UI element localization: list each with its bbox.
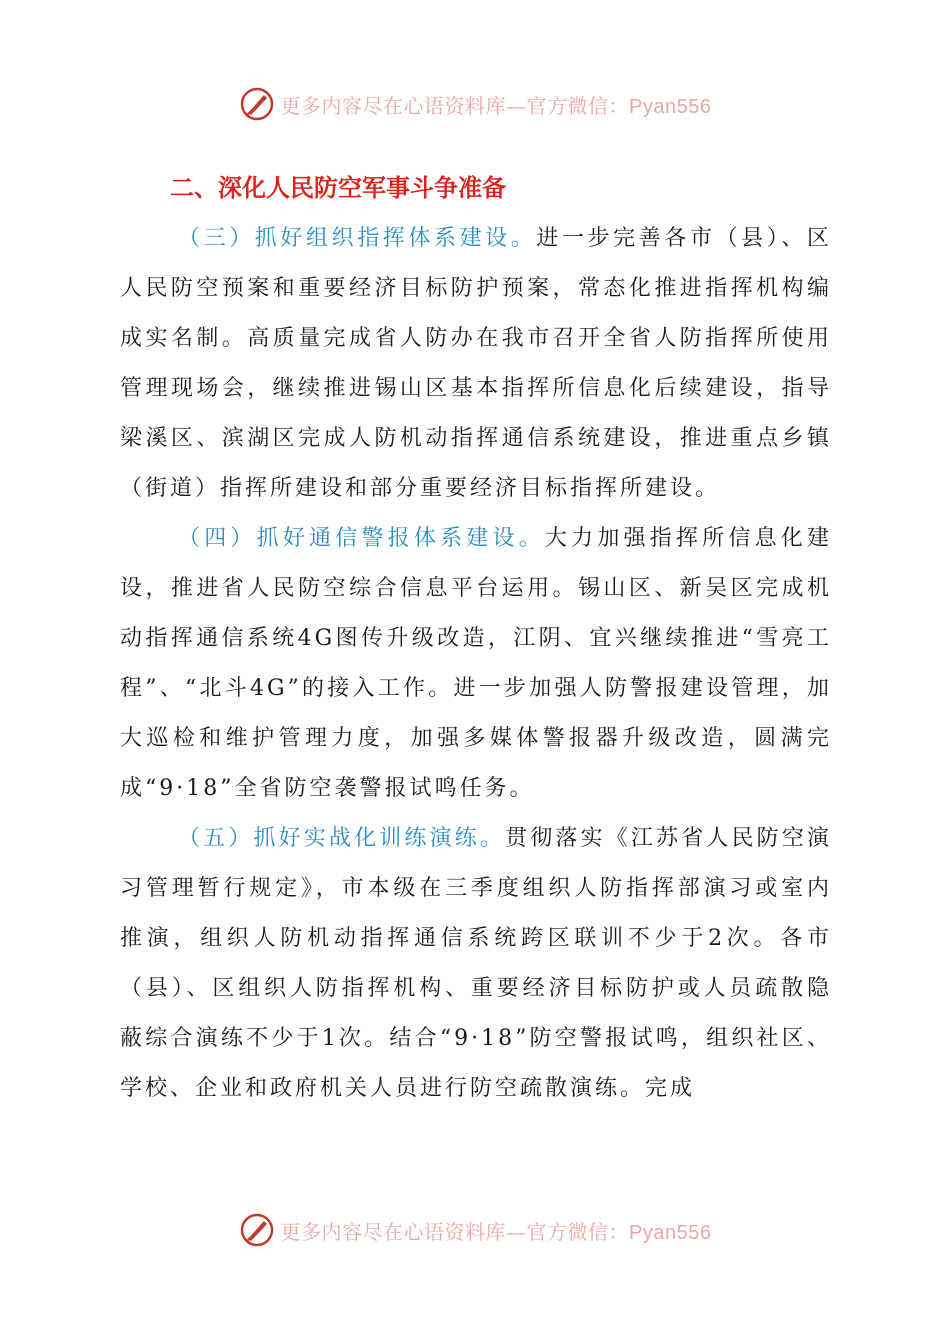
document-body — [120, 214, 832, 1114]
watermark-text: 更多内容尽在心语资料库—官方微信：Pyan556 — [280, 1219, 712, 1244]
watermark-text: 更多内容尽在心语资料库—官方微信：Pyan556 — [280, 93, 712, 118]
paragraph-lead: （四）抓好通信警报体系建设。 — [178, 526, 545, 551]
paragraph-4 — [120, 514, 832, 814]
paragraph-lead: （三）抓好组织指挥体系建设。 — [178, 226, 537, 251]
paragraph-text: 进一步完善各市（县）、区人民防空预案和重要经济目标防护预案，常态化推进指挥机构编成实名制。高质量完成省人防办在我市召开全省人防指挥所使用管理现场会，继续推进锡山区基本指挥所信息化后续建设，指导梁溪区、滨湖区完成人防机动指挥通信系统建设，推进重点乡镇（街道）指挥所建设和部分重要经济目标指挥所建设。 — [120, 226, 832, 501]
paragraph-5 — [120, 814, 832, 1114]
footer-watermark — [0, 1210, 950, 1250]
quill-logo-icon — [239, 86, 275, 122]
paragraph-lead: （五）抓好实战化训练演练。 — [178, 826, 506, 851]
paragraph-text: 大力加强指挥所信息化建设，推进省人民防空综合信息平台运用。锡山区、新吴区完成机动指挥通信系统4G图传升级改造，江阴、宜兴继续推进“雪亮工程”、“北斗4G”的接入工作。进一步加强人防警报建设管理，加大巡检和维护管理力度，加强多媒体警报器升级改造，圆满完成“9·18”全省防空袭警报试鸣任务。 — [120, 526, 832, 801]
header-watermark — [0, 84, 950, 124]
paragraph-text: 贯彻落实《江苏省人民防空演习管理暂行规定》，市本级在三季度组织人防指挥部演习或室内推演，组织人防机动指挥通信系统跨区联训不少于2次。各市（县）、区组织人防指挥机构、重要经济目标防护或人员疏散隐蔽综合演练不少于1次。结合“9·18”防空警报试鸣，组织社区、学校、企业和政府机关人员进行防空疏散演练。完成 — [120, 826, 832, 1101]
quill-logo-icon — [239, 1212, 275, 1248]
section-heading: 二、深化人民防空军事斗争准备 — [170, 174, 506, 202]
paragraph-3 — [120, 214, 832, 514]
